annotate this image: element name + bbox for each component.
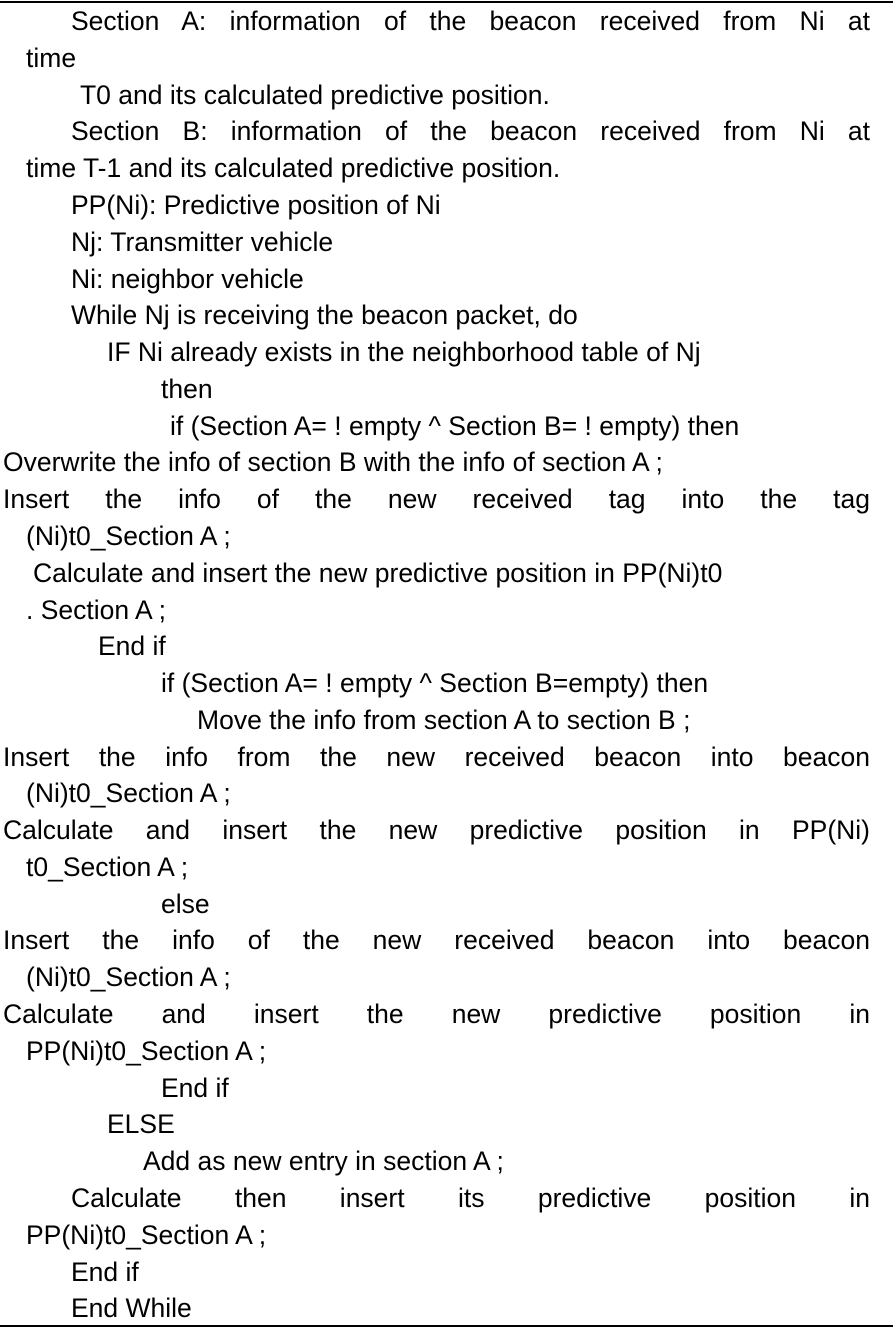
text-line: (Ni)t0_Section A ; [26, 778, 231, 808]
text-line: Move the info from section A to section B ; [197, 705, 691, 735]
text-line: . Section A ; [26, 595, 166, 625]
text-line: End While [71, 1293, 192, 1323]
text-line: Calculate and insert the new predictive position in PP(Ni)t0 [33, 558, 723, 588]
text-line: End if [71, 1257, 139, 1287]
text-line: (Ni)t0_Section A ; [26, 962, 231, 992]
text-line: time T-1 and its calculated predictive position. [26, 153, 561, 183]
text-line: While Nj is receiving the beacon packet, do [71, 300, 578, 330]
text-line: Calculate and insert the new predictive position in PP(Ni) [3, 815, 870, 845]
text-line: End if [161, 1073, 229, 1103]
text-line: IF Ni already exists in the neighborhood table of Nj [107, 337, 701, 367]
text-line: Insert the info from the new received beacon into beacon [3, 742, 870, 772]
text-line: Add as new entry in section A ; [143, 1146, 504, 1176]
text-line: PP(Ni)t0_Section A ; [26, 1036, 267, 1066]
text-line: else [161, 889, 210, 919]
text-line: PP(Ni)t0_Section A ; [26, 1220, 267, 1250]
text-line: if (Section A= ! empty ^ Section B= ! empty) then [170, 411, 740, 441]
text-line: Calculate and insert the new predictive position in [3, 999, 870, 1029]
text-line: Section A: information of the beacon received from Ni at [71, 6, 870, 36]
text-line: then [161, 374, 213, 404]
text-line: Nj: Transmitter vehicle [71, 227, 334, 257]
text-line: Section B: information of the beacon received from Ni at [71, 116, 870, 146]
text-line: PP(Ni): Predictive position of Ni [71, 190, 441, 220]
text-line: Overwrite the info of section B with the info of section A ; [3, 447, 663, 477]
text-line: Insert the info of the new received beacon into beacon [3, 925, 870, 955]
text-line: time [26, 43, 77, 73]
text-line: t0_Section A ; [26, 852, 189, 882]
bottom-rule [0, 1325, 893, 1327]
text-line: (Ni)t0_Section A ; [26, 521, 231, 551]
text-line: Insert the info of the new received tag into the tag [3, 484, 870, 514]
text-line: ELSE [107, 1109, 175, 1139]
text-line: if (Section A= ! empty ^ Section B=empty) then [161, 668, 709, 698]
text-line: End if [98, 631, 166, 661]
text-line: Calculate then insert its predictive position in [71, 1183, 870, 1213]
text-line: Ni: neighbor vehicle [71, 264, 304, 294]
text-line: T0 and its calculated predictive position. [80, 80, 550, 110]
